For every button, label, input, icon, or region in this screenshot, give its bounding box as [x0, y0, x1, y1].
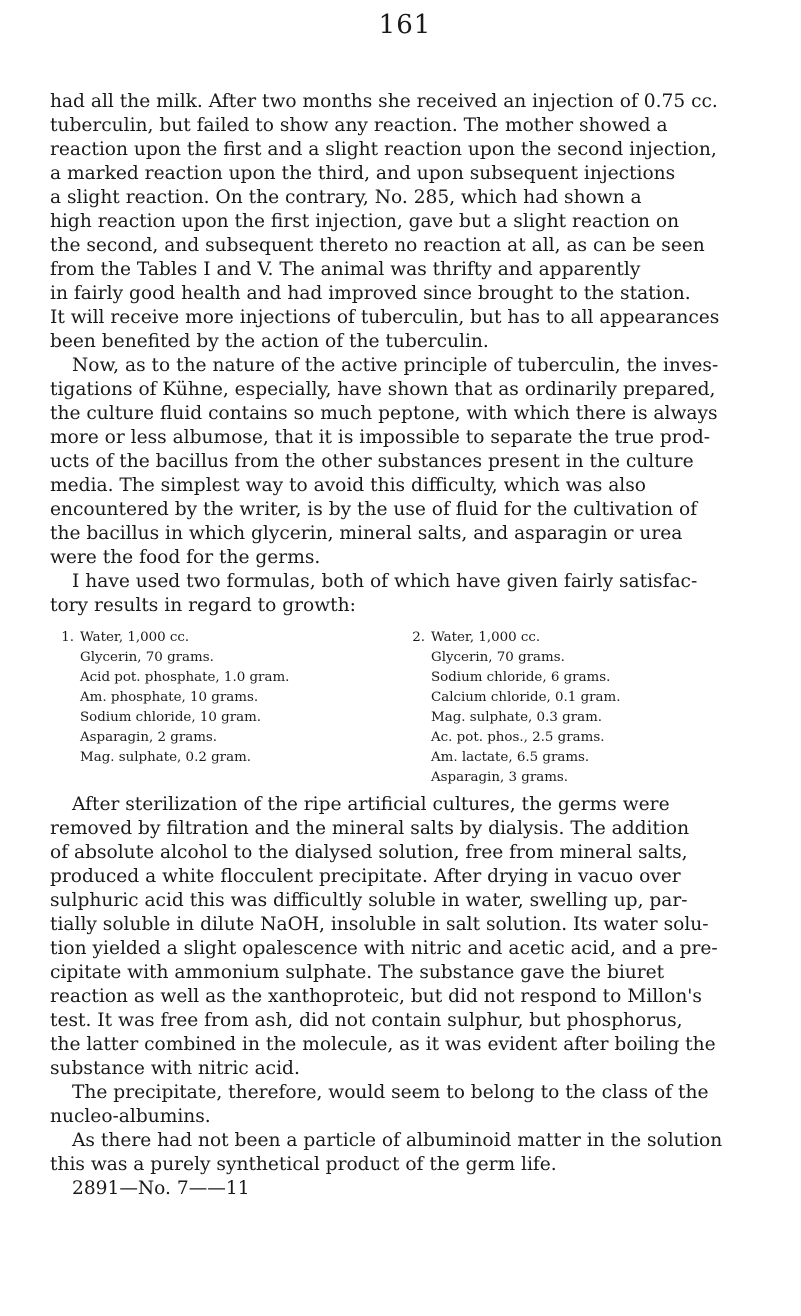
text-line: the bacillus in which glycerin, mineral salts, and asparagin or urea	[50, 523, 683, 544]
text-line: sulphuric acid this was difficultly soluble in water, swelling up, par-	[50, 890, 688, 911]
formula-ingredient: Sodium chloride, 10 gram.	[80, 710, 262, 725]
formula-ingredient: Asparagin, 3 grams.	[431, 770, 569, 785]
text-line: As there had not been a particle of albuminoid matter in the solution	[72, 1130, 723, 1151]
text-line: Now, as to the nature of the active principle of tuberculin, the inves-	[72, 355, 719, 376]
text-line: The precipitate, therefore, would seem to belong to the class of the	[72, 1082, 709, 1103]
text-line: reaction as well as the xanthoproteic, but did not respond to Millon's	[50, 986, 702, 1007]
text-line: the culture fluid contains so much peptone, with which there is always	[50, 403, 718, 424]
text-line: a slight reaction. On the contrary, No. 285, which had shown a	[50, 187, 642, 208]
text-line: from the Tables I and V. The animal was thrifty and apparently	[50, 259, 641, 280]
text-line: cipitate with ammonium sulphate. The substance gave the biuret	[50, 962, 665, 983]
text-line: ucts of the bacillus from the other substances present in the culture	[50, 451, 694, 472]
text-line: It will receive more injections of tuberculin, but has to all appearances	[50, 307, 720, 328]
text-line: tigations of Kühne, especially, have shown that as ordinarily prepared,	[50, 379, 716, 400]
text-line: substance with nitric acid.	[50, 1058, 300, 1079]
formula-ingredient: Acid pot. phosphate, 1.0 gram.	[80, 670, 290, 685]
formula-ingredient: Water, 1,000 cc.	[431, 630, 541, 645]
formula-ingredient: Water, 1,000 cc.	[80, 630, 190, 645]
text-line: in fairly good health and had improved since brought to the station.	[50, 283, 691, 304]
formula-ingredient: Glycerin, 70 grams.	[431, 650, 565, 665]
formula-ingredient: Asparagin, 2 grams.	[80, 730, 218, 745]
text-line: produced a white flocculent precipitate. After drying in vacuo over	[50, 866, 681, 887]
formula-ingredient: Mag. sulphate, 0.3 gram.	[431, 710, 603, 725]
formula-ingredient: Am. lactate, 6.5 grams.	[431, 750, 590, 765]
text-line: media. The simplest way to avoid this difficulty, which was also	[50, 475, 646, 496]
text-line: encountered by the writer, is by the use of fluid for the cultivation of	[50, 499, 698, 520]
signature-line: 2891—No. 7——11	[72, 1178, 250, 1199]
formula-ingredient: Calcium chloride, 0.1 gram.	[431, 690, 621, 705]
text-line: reaction upon the first and a slight reaction upon the second injection,	[50, 139, 717, 160]
text-line: high reaction upon the first injection, gave but a slight reaction on	[50, 211, 680, 232]
text-line: been benefited by the action of the tuberculin.	[50, 331, 489, 352]
text-line: tuberculin, but failed to show any reaction. The mother showed a	[50, 115, 668, 136]
formula-number: 1.	[61, 630, 74, 645]
formula-ingredient: Mag. sulphate, 0.2 gram.	[80, 750, 252, 765]
text-line: more or less albumose, that it is impossible to separate the true prod-	[50, 427, 711, 448]
text-line: the second, and subsequent thereto no reaction at all, as can be seen	[50, 235, 705, 256]
text-line: the latter combined in the molecule, as it was evident after boiling the	[50, 1034, 716, 1055]
formula-ingredient: Glycerin, 70 grams.	[80, 650, 214, 665]
text-line: After sterilization of the ripe artificial cultures, the germs were	[72, 794, 670, 815]
text-line: I have used two formulas, both of which have given fairly satisfac-	[72, 571, 698, 592]
text-line: tion yielded a slight opalescence with nitric and acetic acid, and a pre-	[50, 938, 718, 959]
formula-line	[401, 628, 540, 648]
formula-ingredient: Am. phosphate, 10 grams.	[80, 690, 259, 705]
text-line: test. It was free from ash, did not contain sulphur, but phosphorus,	[50, 1010, 683, 1031]
text-line: nucleo-albumins.	[50, 1106, 211, 1127]
formula-line	[50, 628, 189, 648]
text-line: this was a purely synthetical product of the germ life.	[50, 1154, 557, 1175]
text-line: were the food for the germs.	[50, 547, 321, 568]
text-line: of absolute alcohol to the dialysed solution, free from mineral salts,	[50, 842, 688, 863]
formula-ingredient: Sodium chloride, 6 grams.	[431, 670, 611, 685]
text-line: a marked reaction upon the third, and upon subsequent injections	[50, 163, 676, 184]
text-line: had all the milk. After two months she received an injection of 0.75 cc.	[50, 91, 718, 112]
text-line: tially soluble in dilute NaOH, insoluble in salt solution. Its water solu-	[50, 914, 709, 935]
text-line: tory results in regard to growth:	[50, 595, 356, 616]
formula-ingredient: Ac. pot. phos., 2.5 grams.	[431, 730, 605, 745]
text-line: removed by filtration and the mineral salts by dialysis. The addition	[50, 818, 690, 839]
formula-number: 2.	[412, 630, 425, 645]
page-number: 161	[378, 10, 432, 40]
